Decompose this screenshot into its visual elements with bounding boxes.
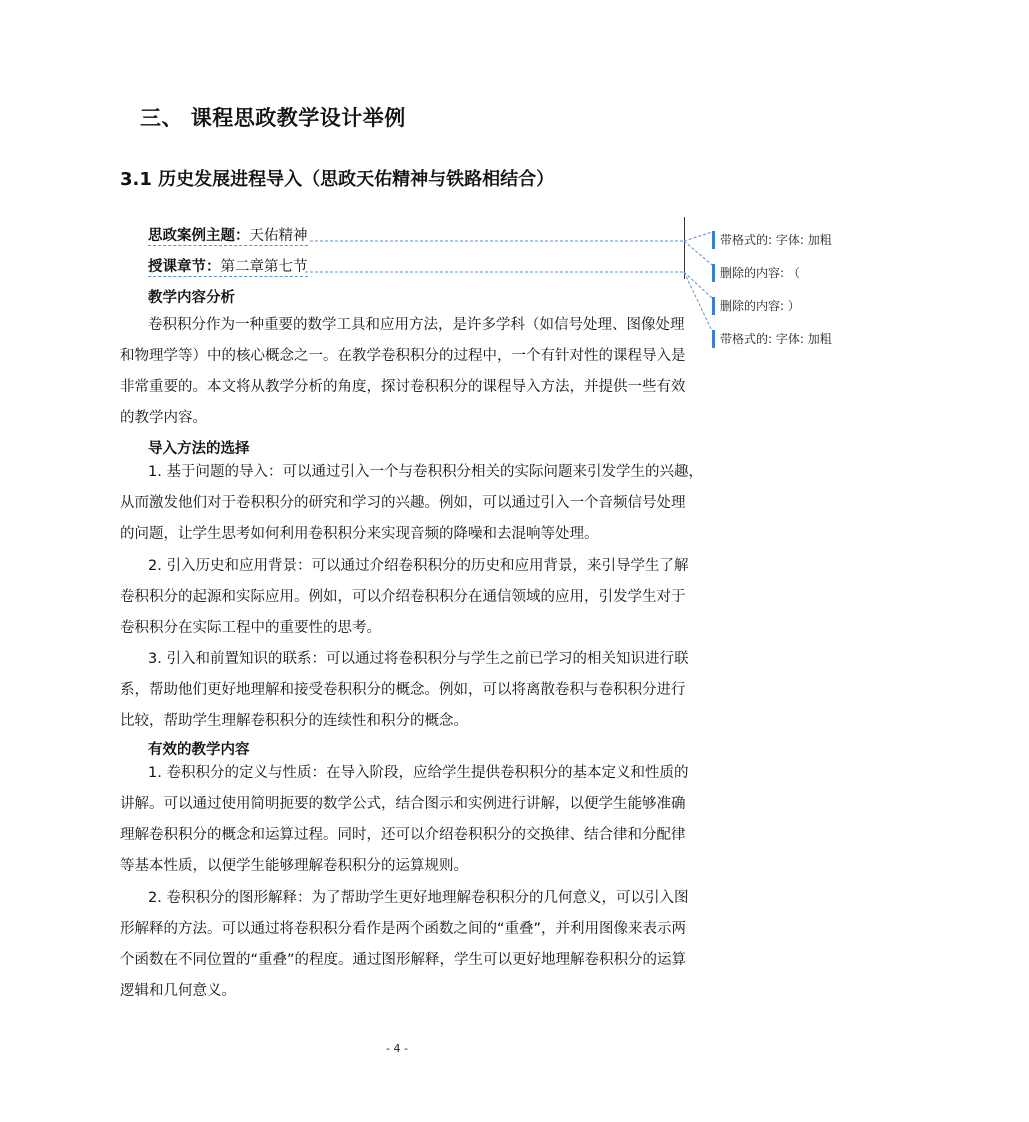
paragraph-line: 2. 卷积积分的图形解释：为了帮助学生更好地理解卷积积分的几何意义，可以引入图 bbox=[148, 890, 689, 906]
paragraph-line: 形解释的方法。可以通过将卷积积分看作是两个函数之间的“重叠”，并利用图像来表示两 bbox=[120, 921, 687, 937]
content-heading: 有效的教学内容 bbox=[148, 742, 250, 758]
theme-label: 思政案例主题： bbox=[148, 228, 250, 244]
paragraph-line: 比较，帮助学生理解卷积积分的连续性和积分的概念。 bbox=[120, 713, 468, 729]
paragraph-line: 1. 卷积积分的定义与性质：在导入阶段，应给学生提供卷积积分的基本定义和性质的 bbox=[148, 765, 689, 781]
paragraph-line: 卷积积分的起源和实际应用。例如，可以介绍卷积积分在通信领域的应用，引发学生对于 bbox=[120, 589, 686, 605]
paragraph-line: 逻辑和几何意义。 bbox=[120, 983, 236, 999]
revision-balloon[interactable]: 删除的内容: ） bbox=[712, 297, 800, 315]
revision-balloon[interactable]: 带格式的: 字体: 加粗 bbox=[712, 330, 832, 348]
analysis-heading: 教学内容分析 bbox=[148, 290, 235, 306]
theme-value: 天佑精神 bbox=[249, 228, 308, 244]
chapter-value: 第二章第七节 bbox=[220, 259, 308, 275]
revision-balloon[interactable]: 删除的内容: （ bbox=[712, 264, 800, 282]
chapter-label: 授课章节： bbox=[148, 259, 221, 275]
paragraph-line: 1. 基于问题的导入：可以通过引入一个与卷积积分相关的实际问题来引发学生的兴趣， bbox=[148, 464, 703, 480]
paragraph-line: 等基本性质，以便学生能够理解卷积积分的运算规则。 bbox=[120, 858, 468, 874]
paragraph-line: 个函数在不同位置的“重叠”的程度。通过图形解释，学生可以更好地理解卷积积分的运算 bbox=[120, 952, 687, 968]
paragraph-line: 非常重要的。本文将从教学分析的角度，探讨卷积积分的课程导入方法，并提供一些有效 bbox=[120, 379, 686, 395]
method-heading: 导入方法的选择 bbox=[148, 441, 250, 457]
paragraph-line: 和物理学等）中的核心概念之一。在教学卷积积分的过程中，一个有针对性的课程导入是 bbox=[120, 348, 686, 364]
paragraph-line: 3. 引入和前置知识的联系：可以通过将卷积积分与学生之前已学习的相关知识进行联 bbox=[148, 651, 689, 667]
revision-balloon[interactable]: 带格式的: 字体: 加粗 bbox=[712, 231, 832, 249]
section-heading: 三、 课程思政教学设计举例 bbox=[140, 106, 406, 130]
paragraph-line: 讲解。可以通过使用简明扼要的数学公式，结合图示和实例进行讲解，以便学生能够准确 bbox=[120, 796, 686, 812]
paragraph-line: 系，帮助他们更好地理解和接受卷积积分的概念。例如，可以将离散卷积与卷积积分进行 bbox=[120, 682, 686, 698]
paragraph-line: 卷积积分在实际工程中的重要性的思考。 bbox=[120, 620, 381, 636]
subsection-heading: 3.1 历史发展进程导入（思政天佑精神与铁路相结合） bbox=[120, 169, 555, 190]
paragraph-line: 的问题，让学生思考如何利用卷积积分来实现音频的降噪和去混响等处理。 bbox=[120, 526, 599, 542]
paragraph-line: 理解卷积积分的概念和运算过程。同时，还可以介绍卷积积分的交换律、结合律和分配律 bbox=[120, 827, 686, 843]
paragraph-line: 的教学内容。 bbox=[120, 410, 207, 426]
page-number: - 4 - bbox=[386, 1042, 408, 1055]
paragraph-line: 从而激发他们对于卷积积分的研究和学习的兴趣。例如，可以通过引入一个音频信号处理 bbox=[120, 495, 686, 511]
paragraph-line: 卷积积分作为一种重要的数学工具和应用方法，是许多学科（如信号处理、图像处理 bbox=[148, 317, 685, 333]
paragraph-line: 2. 引入历史和应用背景：可以通过介绍卷积积分的历史和应用背景，来引导学生了解 bbox=[148, 558, 689, 574]
